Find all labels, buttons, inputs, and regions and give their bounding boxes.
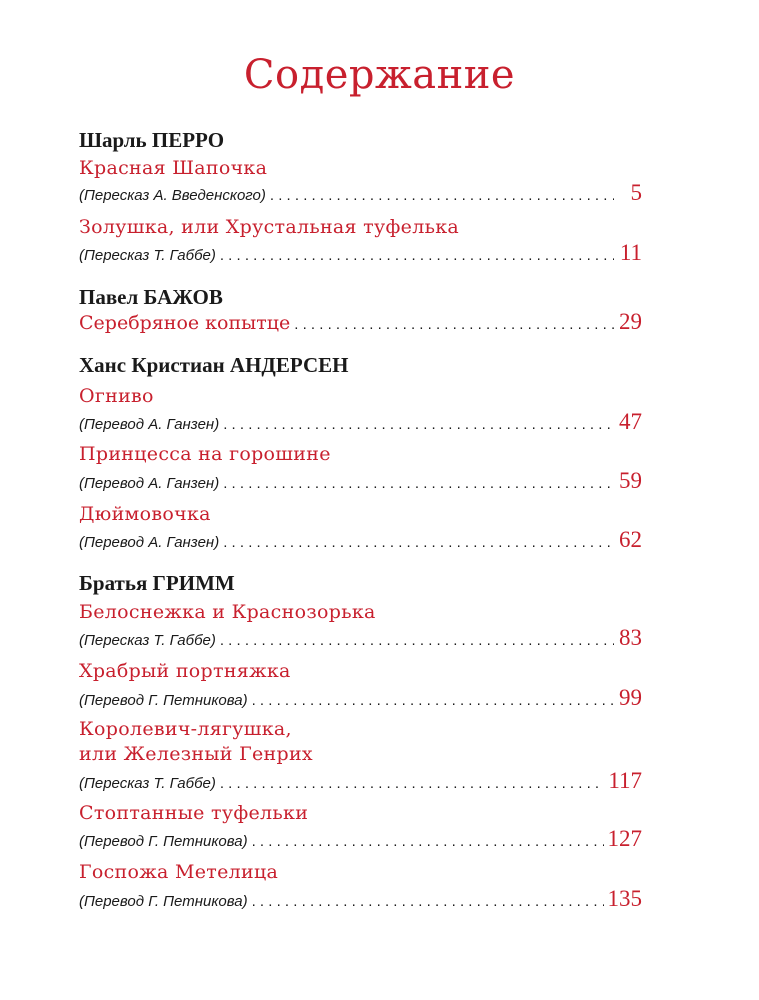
dot-leader xyxy=(294,316,614,333)
page-number: 11 xyxy=(619,240,642,265)
dot-leader xyxy=(220,632,614,649)
dot-leader xyxy=(252,833,604,850)
story-title[interactable]: Огниво xyxy=(79,385,154,407)
story-title-line2[interactable]: или Железный Генрих xyxy=(79,743,313,765)
credit-text: (Пересказ Т. Габбе) xyxy=(79,775,216,792)
toc-entry-line[interactable] xyxy=(79,768,642,792)
dot-leader xyxy=(252,893,604,910)
toc-entry-line[interactable] xyxy=(79,826,642,850)
page-number: 99 xyxy=(619,685,642,710)
toc-entry-line[interactable] xyxy=(79,886,642,910)
dot-leader xyxy=(220,247,614,264)
story-title[interactable]: Серебряное копытце xyxy=(79,312,291,334)
toc-entry-line[interactable] xyxy=(79,240,642,264)
page-number: 83 xyxy=(619,625,642,650)
credit-text: (Перевод Г. Петникова) xyxy=(79,833,248,850)
story-title[interactable]: Храбрый портняжка xyxy=(79,660,291,682)
credit-text: (Перевод А. Ганзен) xyxy=(79,475,220,492)
credit-text: (Пересказ Т. Габбе) xyxy=(79,632,216,649)
author-heading: Павел БАЖОВ xyxy=(79,285,223,309)
page-number: 47 xyxy=(619,409,642,434)
dot-leader xyxy=(270,187,614,204)
story-title[interactable]: Белоснежка и Краснозорька xyxy=(79,601,376,623)
page-title: Содержание xyxy=(243,52,516,98)
dot-leader xyxy=(223,416,614,433)
author-heading: Ханс Кристиан АНДЕРСЕН xyxy=(79,353,349,377)
credit-text: (Перевод Г. Петникова) xyxy=(79,692,248,709)
dot-leader xyxy=(223,475,614,492)
dot-leader xyxy=(252,692,614,709)
page-number: 127 xyxy=(607,826,642,851)
credit-text: (Перевод А. Ганзен) xyxy=(79,534,220,551)
story-title[interactable]: Золушка, или Хрустальная туфелька xyxy=(79,216,460,238)
dot-leader xyxy=(220,775,605,792)
story-title[interactable]: Королевич-лягушка, xyxy=(79,718,292,740)
story-title[interactable]: Дюймовочка xyxy=(79,503,211,525)
page-number: 5 xyxy=(630,180,642,205)
page-number: 135 xyxy=(607,886,642,911)
story-title[interactable]: Красная Шапочка xyxy=(79,157,268,179)
page-number: 59 xyxy=(619,468,642,493)
toc-entry-line[interactable] xyxy=(79,527,642,551)
dot-leader xyxy=(223,534,614,551)
toc-entry-line[interactable] xyxy=(79,468,642,492)
credit-text: (Пересказ Т. Габбе) xyxy=(79,247,216,264)
story-title[interactable]: Стоптанные туфельки xyxy=(79,802,309,824)
toc-entry-line[interactable] xyxy=(79,180,642,204)
story-title[interactable]: Госпожа Метелица xyxy=(79,861,279,883)
author-heading: Шарль ПЕРРО xyxy=(79,128,225,152)
credit-text: (Пересказ А. Введенского) xyxy=(79,187,266,204)
credit-text: (Перевод А. Ганзен) xyxy=(79,416,220,433)
page-number: 117 xyxy=(608,768,642,793)
author-heading: Братья ГРИММ xyxy=(79,571,235,595)
toc-entry-line[interactable] xyxy=(79,309,642,333)
toc-entry-line[interactable] xyxy=(79,409,642,433)
credit-text: (Перевод Г. Петникова) xyxy=(79,893,248,910)
toc-entry-line[interactable] xyxy=(79,685,642,709)
story-title[interactable]: Принцесса на горошине xyxy=(79,443,331,465)
page-number: 62 xyxy=(619,527,642,552)
page-number: 29 xyxy=(619,309,642,334)
toc-entry-line[interactable] xyxy=(79,625,642,649)
